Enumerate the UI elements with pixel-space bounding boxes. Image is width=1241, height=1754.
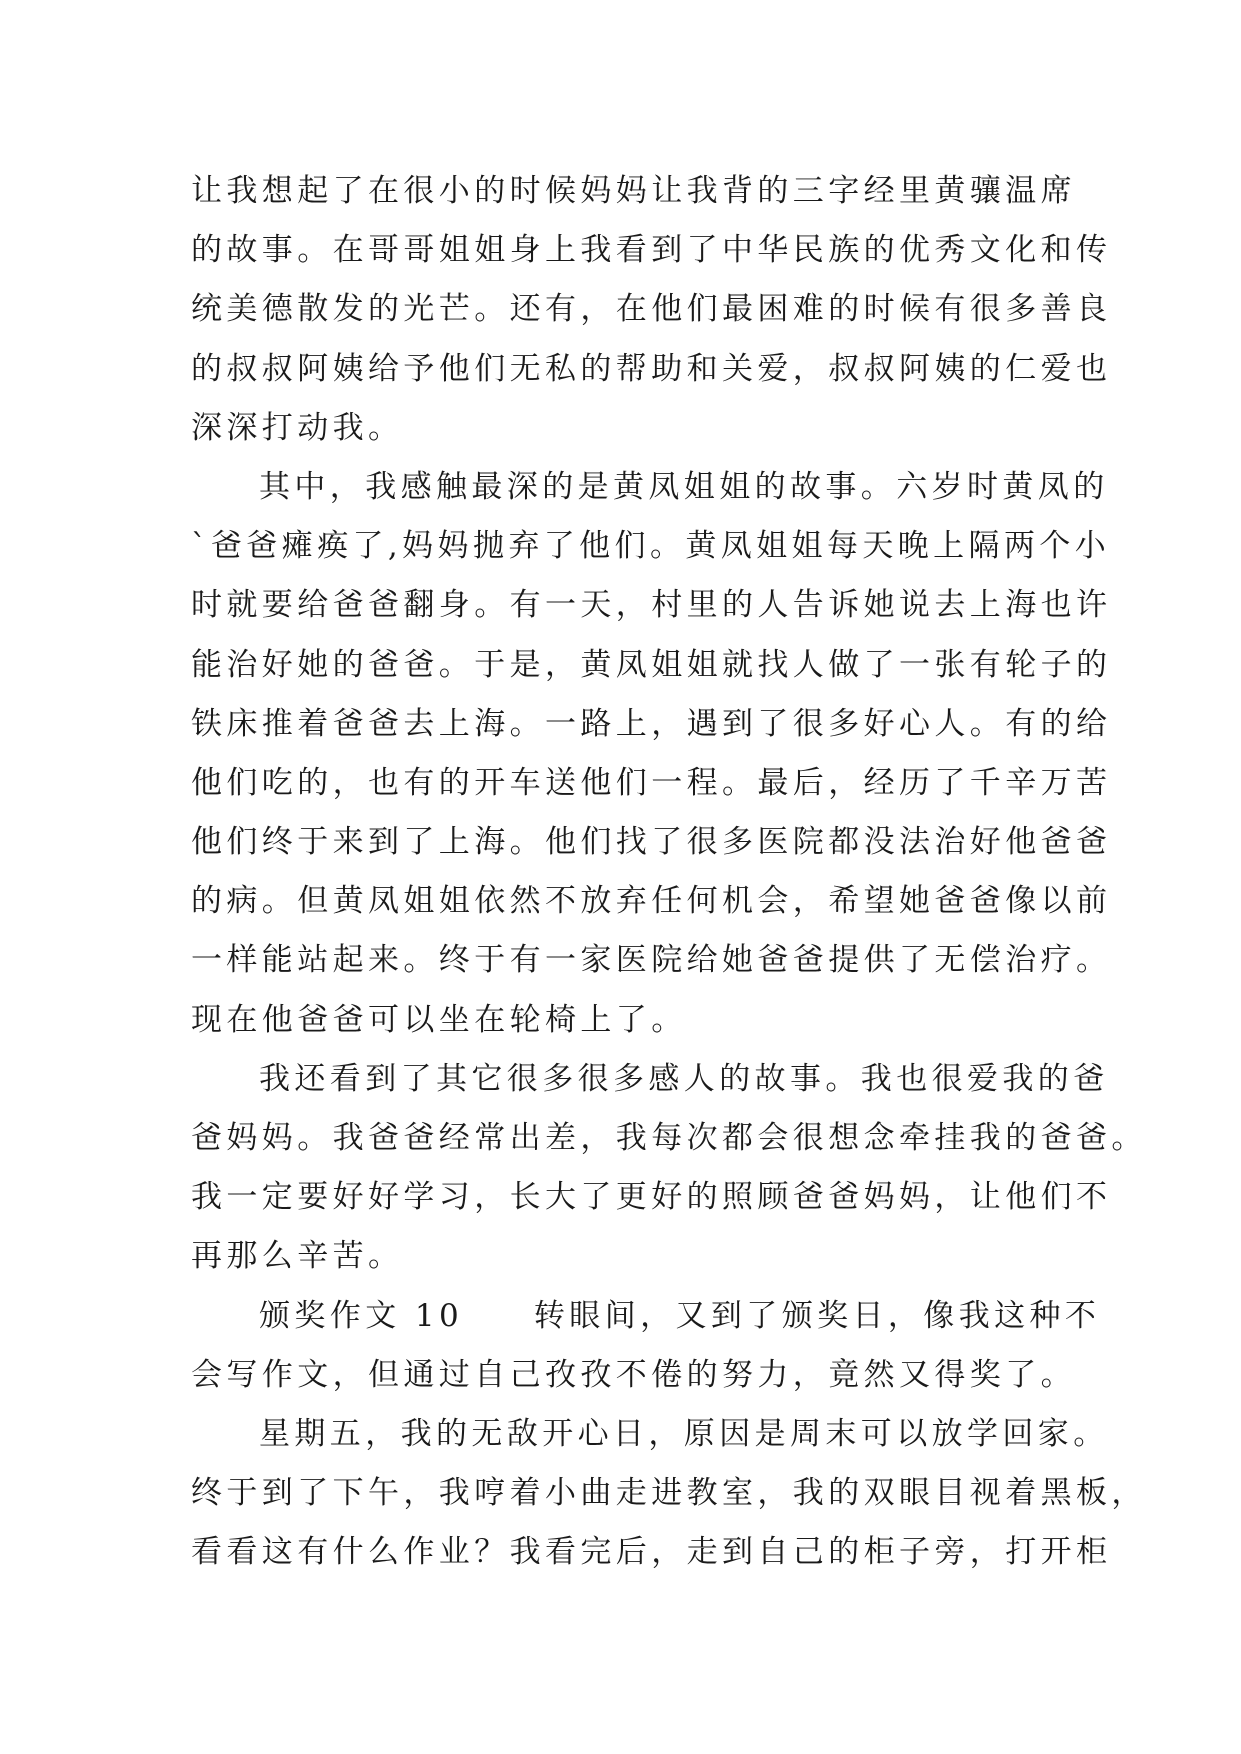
text-line: 统美德散发的光芒。还有，在他们最困难的时候有很多善良 [191,291,1112,328]
paragraph-start-line: 其中，我感触最深的是黄凤姐姐的故事。六岁时黄凤的 [259,468,1109,505]
text-line: 让我想起了在很小的时候妈妈让我背的三字经里黄骧温席 [191,173,1076,209]
text-line: 一样能站起来。终于有一家医院给她爸爸提供了无偿治疗。 [191,942,1112,979]
paragraph-start-line: 星期五，我的无敌开心日，原因是周末可以放学回家。 [259,1415,1109,1452]
text-line: 看看这有什么作业？我看完后，走到自己的柜子旁，打开柜 [191,1534,1112,1571]
text-line: 的病。但黄凤姐姐依然不放弃任何机会，希望她爸爸像以前 [191,883,1112,920]
paragraph-start-line: 颁奖作文 10 转眼间，又到了颁奖日，像我这种不 [259,1297,1101,1334]
text-line: 他们吃的，也有的开车送他们一程。最后，经历了千辛万苦 [191,764,1112,801]
text-line: 他们终于来到了上海。他们找了很多医院都没法治好他爸爸 [191,824,1112,861]
text-line: 爸妈妈。我爸爸经常出差，我每次都会很想念牵挂我的爸爸。 [191,1120,1147,1156]
text-line: 会写作文，但通过自己孜孜不倦的努力，竟然又得奖了。 [191,1356,1076,1393]
text-line: 铁床推着爸爸去上海。一路上，遇到了很多好心人。有的给 [191,705,1112,742]
text-line: `爸爸瘫痪了,妈妈抛弃了他们。黄凤姐姐每天晚上隔两个小 [191,528,1111,565]
text-line: 的故事。在哥哥姐姐身上我看到了中华民族的优秀文化和传 [191,232,1112,269]
text-line: 能治好她的爸爸。于是，黄凤姐姐就找人做了一张有轮子的 [191,646,1112,683]
text-line: 深深打动我。 [191,409,404,446]
body-text [191,162,1147,1583]
text-line: 现在他爸爸可以坐在轮椅上了。 [191,1001,687,1038]
text-line: 时就要给爸爸翻身。有一天，村里的人告诉她说去上海也许 [191,587,1112,624]
text-line: 的叔叔阿姨给予他们无私的帮助和关爱，叔叔阿姨的仁爱也 [191,350,1112,387]
paragraph-start-line: 我还看到了其它很多很多感人的故事。我也很爱我的爸 [259,1060,1109,1097]
text-line: 我一定要好好学习，长大了更好的照顾爸爸妈妈，让他们不 [191,1179,1112,1216]
text-line: 终于到了下午，我哼着小曲走进教室，我的双眼目视着黑板， [191,1475,1147,1512]
text-line: 再那么辛苦。 [191,1238,404,1275]
